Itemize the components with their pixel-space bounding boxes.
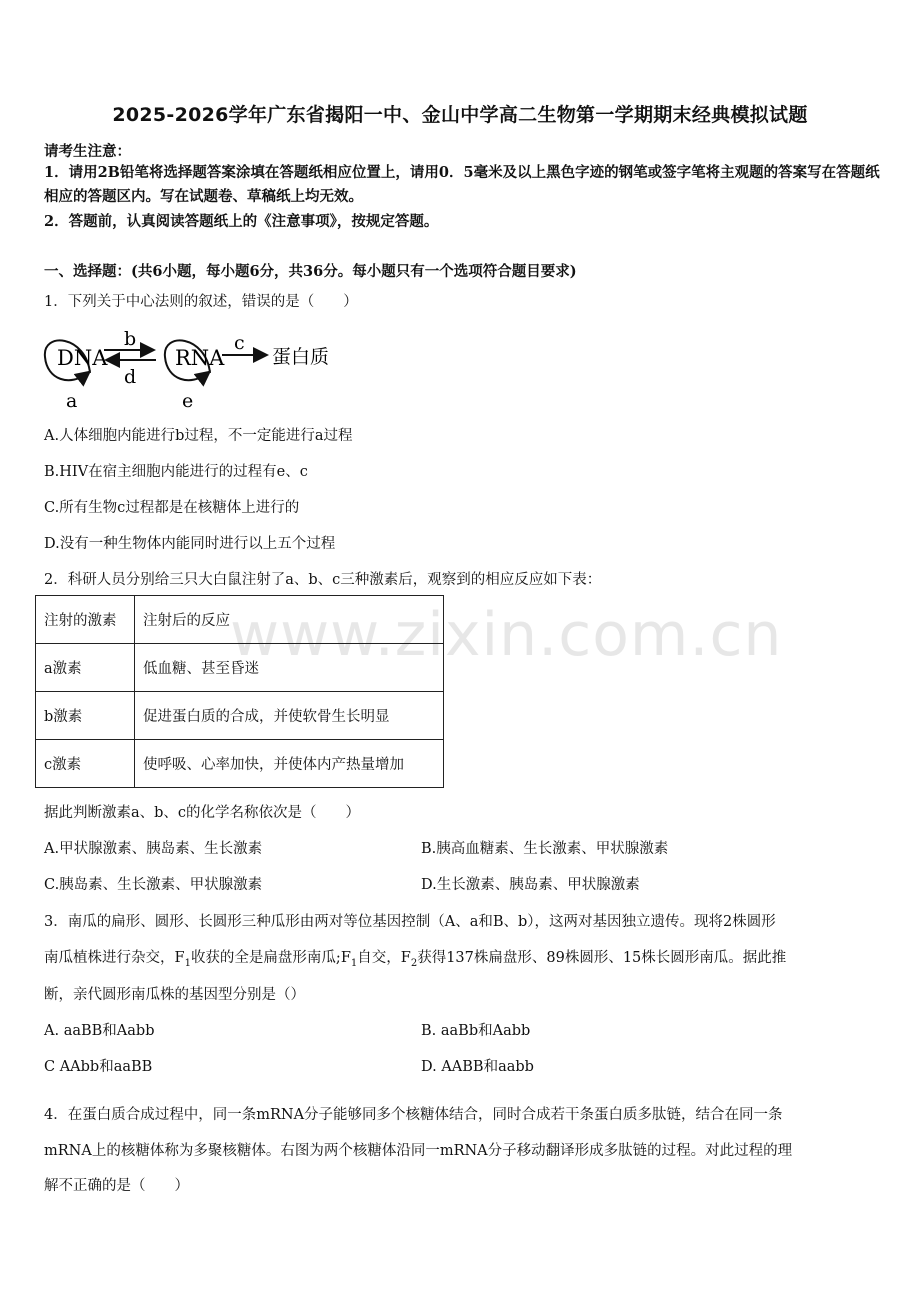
subscript: 1 xyxy=(350,957,358,969)
q2-option-b: B.胰高血糖素、生长激素、甲状腺激素 xyxy=(421,841,669,857)
table-cell: b激素 xyxy=(36,692,135,740)
q2-option-c: C.胰岛素、生长激素、甲状腺激素 xyxy=(44,877,263,893)
notice-item-1: 1．请用2B铅笔将选择题答案涂填在答题纸相应位置上，请用0．5毫米及以上黑色字迹的钢笔或签字笔将主观题的答案写在答题纸相应的答题区内。写在试题卷、草稿纸上均无效。 xyxy=(44,164,880,205)
q1-option-d: D.没有一种生物体内能同时进行以上五个过程 xyxy=(44,536,336,552)
q4-line-3: 解不正确的是（ ） xyxy=(44,1178,189,1194)
q3-option-b: B. aaBb和Aabb xyxy=(421,1023,531,1039)
q3-line-1: 3．南瓜的扁形、圆形、长圆形三种瓜形由两对等位基因控制（A、a和B、b），这两对基因独立遗传。现将2株圆形 xyxy=(44,914,776,930)
q3-line-3: 断，亲代圆形南瓜株的基因型分别是（） xyxy=(44,987,305,1003)
label-c: c xyxy=(234,332,245,354)
rna-label: RNA xyxy=(175,346,225,370)
label-d: d xyxy=(124,366,137,388)
hormone-table xyxy=(35,595,444,788)
q4-line-1: 4．在蛋白质合成过程中，同一条mRNA分子能够同多个核糖体结合，同时合成若干条蛋白质多肽链，结合在同一条 xyxy=(44,1107,783,1123)
table-cell: 低血糖、甚至昏迷 xyxy=(135,644,444,692)
table-cell: c激素 xyxy=(36,740,135,788)
label-b: b xyxy=(124,328,137,350)
subscript: 1 xyxy=(184,957,191,969)
table-header-cell: 注射后的反应 xyxy=(135,596,444,644)
q2-option-d: D.生长激素、胰岛素、甲状腺激素 xyxy=(421,877,640,893)
table-row xyxy=(36,644,444,692)
q3-option-a: A. aaBB和Aabb xyxy=(44,1023,155,1039)
q3-line-2-part: 获得137株扁盘形、89株圆形、15株长圆形南瓜。据此推 xyxy=(417,950,787,966)
table-cell: 促进蛋白质的合成，并使软骨生长明显 xyxy=(135,692,444,740)
table-cell: a激素 xyxy=(36,644,135,692)
notice-heading: 请考生注意： xyxy=(44,143,131,160)
q3-line-2-part: 自交，F xyxy=(357,950,411,966)
protein-label: 蛋白质 xyxy=(272,346,330,368)
label-e: e xyxy=(182,390,194,412)
subscript: 2 xyxy=(410,957,418,969)
page-title: 2025-2026学年广东省揭阳一中、金山中学高二生物第一学期期末经典模拟试题 xyxy=(112,104,808,126)
table-header-row xyxy=(36,596,444,644)
q1-option-a: A.人体细胞内能进行b过程，不一定能进行a过程 xyxy=(44,428,353,444)
section-heading: 一、选择题：(共6小题，每小题6分，共36分。每小题只有一个选项符合题目要求) xyxy=(44,263,577,280)
table-row xyxy=(36,740,444,788)
label-a: a xyxy=(66,390,78,412)
table-cell: 使呼吸、心率加快，并使体内产热量增加 xyxy=(135,740,444,788)
q2-option-a: A.甲状腺激素、胰岛素、生长激素 xyxy=(44,841,263,857)
q1-option-c: C.所有生物c过程都是在核糖体上进行的 xyxy=(44,500,300,516)
central-dogma-diagram xyxy=(40,325,350,413)
q3-option-c: C AAbb和aaBB xyxy=(44,1059,153,1075)
q3-line-2 xyxy=(44,946,786,969)
table-row xyxy=(36,692,444,740)
dna-label: DNA xyxy=(57,346,108,370)
notice-item-2: 2．答题前，认真阅读答题纸上的《注意事项》，按规定答题。 xyxy=(44,213,439,230)
table-header-cell: 注射的激素 xyxy=(36,596,135,644)
q3-line-2-part: 收获的全是扁盘形南瓜;F xyxy=(190,950,351,966)
q4-line-2: mRNA上的核糖体称为多聚核糖体。右图为两个核糖体沿同一mRNA分子移动翻译形成多肽链的过程。对此过程的理 xyxy=(44,1143,793,1159)
q1-stem: 1．下列关于中心法则的叙述，错误的是（ ） xyxy=(44,294,358,310)
watermark: www.zixin.com.cn xyxy=(230,600,783,670)
q2-stem: 2．科研人员分别给三只大白鼠注射了a、b、c三种激素后，观察到的相应反应如下表： xyxy=(44,572,602,588)
q1-option-b: B.HIV在宿主细胞内能进行的过程有e、c xyxy=(44,464,308,480)
q3-line-2-part: 南瓜植株进行杂交，F xyxy=(44,950,185,966)
q2-after-table: 据此判断激素a、b、c的化学名称依次是（ ） xyxy=(44,805,361,821)
q3-option-d: D. AABB和aabb xyxy=(421,1059,534,1075)
